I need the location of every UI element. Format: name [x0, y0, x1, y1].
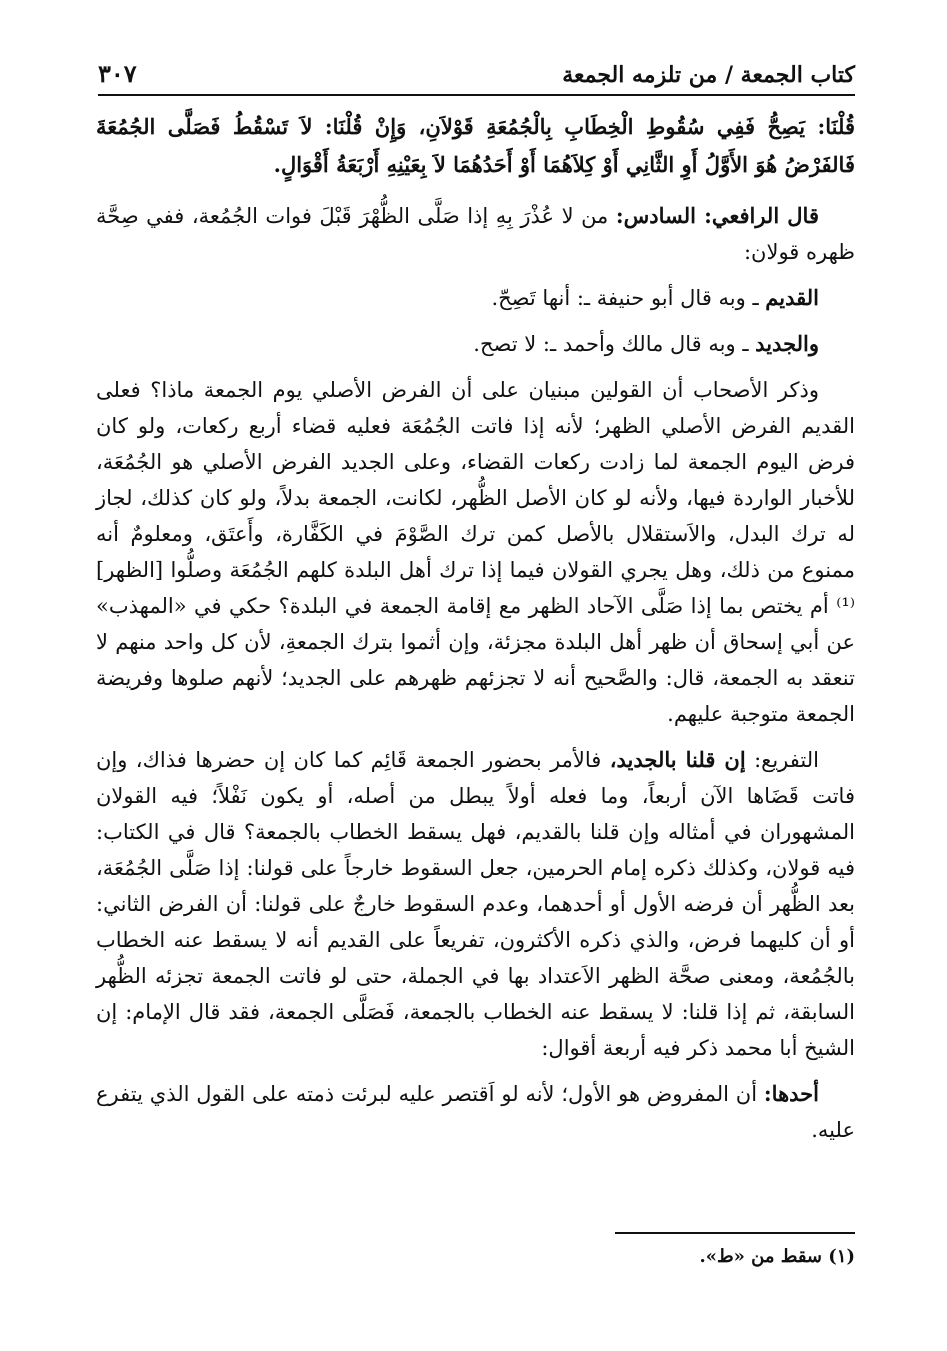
ahaduha-lead: أحدها:	[763, 1081, 819, 1106]
page-number: ٣٠٧	[98, 59, 137, 88]
jadid-text: ـ وبه قال مالك وأحمد ـ: لا تصح.	[473, 332, 749, 356]
ahaduha-text: أن المفروض هو الأول؛ لأنه لو اَقتصر عليه لبرئت ذمته على القول الذي يتفرع عليه.	[96, 1082, 855, 1142]
page-body	[96, 108, 855, 1158]
ahaduha-paragraph	[96, 1076, 855, 1148]
jadid-paragraph	[96, 326, 855, 362]
running-title: كتاب الجمعة / من تلزمه الجمعة	[562, 62, 855, 88]
tafri-text-2: فهل يسقط الخطاب بالجمعة؟ قال في الكتاب: فيه قولان، وكذلك ذكره إمام الحرمين، جعل السقوط خارجاً على قولنا: إذا صَلَّى الجُمُعَة، بعد الظُّهر أن فرضه الأول أو أحدهما، وعدم السقوط خارجٌ على قولنا: أن الفرض الثاني: أو أن كليهما فرض، والذي ذكره الأكثرون، تفريعاً على القديم أنه لا يسقط عنه الخطاب بالجُمُعة، ومعنى صحَّة الظهر الاَعتداد بها في الجملة، حتى لو فاتت الجمعة تجزئه الظُّهر السابقة، ثم إذا قلنا: لا يسقط عنه الخطاب بالجمعة، فَصَلَّى الجمعة، فقد قال الإمام: إن الشيخ أبا محمد ذكر فيه أربعة أقوال:	[96, 820, 855, 1060]
tafri-paragraph	[96, 742, 855, 1066]
qadim-paragraph	[96, 280, 855, 316]
qadim-text: ـ وبه قال أبو حنيفة ـ: أنها تَصِحّ.	[491, 286, 759, 310]
tafri-bold-2: وإن قلنا بالقديم،	[514, 820, 660, 844]
tafri-bold: إن قلنا بالجديد،	[609, 747, 746, 772]
rafii-text: من لا عُذْرَ بِهِ إذا صَلَّى الظُّهْرَ قَبْلَ فوات الجُمُعة، ففي صِحَّة ظهره قولان:	[96, 204, 855, 264]
jadid-lead: والجديد	[755, 331, 819, 356]
page-header	[98, 54, 855, 96]
discussion-paragraph: وذكر الأصحاب أن القولين مبنيان على أن الفرض الأصلي يوم الجمعة ماذا؟ فعلى القديم الفرض الأصلي الظهر؛ لأنه إذا فاتت الجُمُعَة فعليه قضاء أربع ركعات، ولو كان فرض اليوم الجمعة لما زادت ركعات القضاء، وعلى الجديد الفرض الأصلي هو الجُمُعَة، للأخبار الواردة فيها، ولأنه لو كان الأصل الظُّهر، لكانت، الجمعة بدلاً، ولو كان كذلك، لجاز له ترك البدل، والاَستقلال بالأصل كمن ترك الصَّوْمَ في الكَفَّارة، وأَعتَق، ومعلومٌ أنه ممنوع من ذلك، وهل يجري القولان فيما إذا ترك أهل البلدة كلهم الجُمُعَة وصلُّوا [الظهر]⁽¹⁾ أم يختص بما إذا صَلَّى الآحاد الظهر مع إقامة الجمعة في البلدة؟ حكي في «المهذب» عن أبي إسحاق أن ظهر أهل البلدة مجزئة، وإن أثموا بترك الجمعةِ، لأن كل واحد منهم لا تنعقد به الجمعة، قال: والصَّحيح أنه لا تجزئهم ظهرهم على الجديد؛ لأنهم صلوها وفريضة الجمعة متوجبة عليهم.	[96, 378, 855, 726]
matn-paragraph: قُلْنَا: يَصِحُّ فَفِي سُقُوطِ الْخِطَابِ بِالْجُمُعَةِ قَوْلاَنِ، وَإِنْ قُلْنَا: لاَ تَسْقُطُ فَصَلَّى الجُمُعَةَ فَالفَرْضُ هُوَ الأَوَّلُ أَوِ الثَّانِي أَوْ كِلاَهُمَا أَوْ أَحَدُهُمَا لاَ بِعَيْنِهِ أَرْبَعَةُ أَقْوَالٍ.	[96, 114, 855, 177]
footnote-divider	[615, 1232, 855, 1234]
qadim-lead: القديم	[765, 285, 819, 310]
tafri-text-1: فالأمر بحضور الجمعة قَائِم كما كان إن حضرها فذاك، وإن فاتت قَضَاها الآن أربعاً، وما فعله أولاً يبطل من أصله، أو يكون نَفْلاً؛ فيه القولان المشهوران في أمثاله	[96, 748, 855, 844]
rafii-paragraph	[96, 198, 855, 270]
tafri-lead: التفريع:	[754, 748, 819, 772]
rafii-lead: قال الرافعي: السادس:	[615, 203, 819, 228]
footnote: (١) سقط من «ط».	[699, 1246, 855, 1267]
